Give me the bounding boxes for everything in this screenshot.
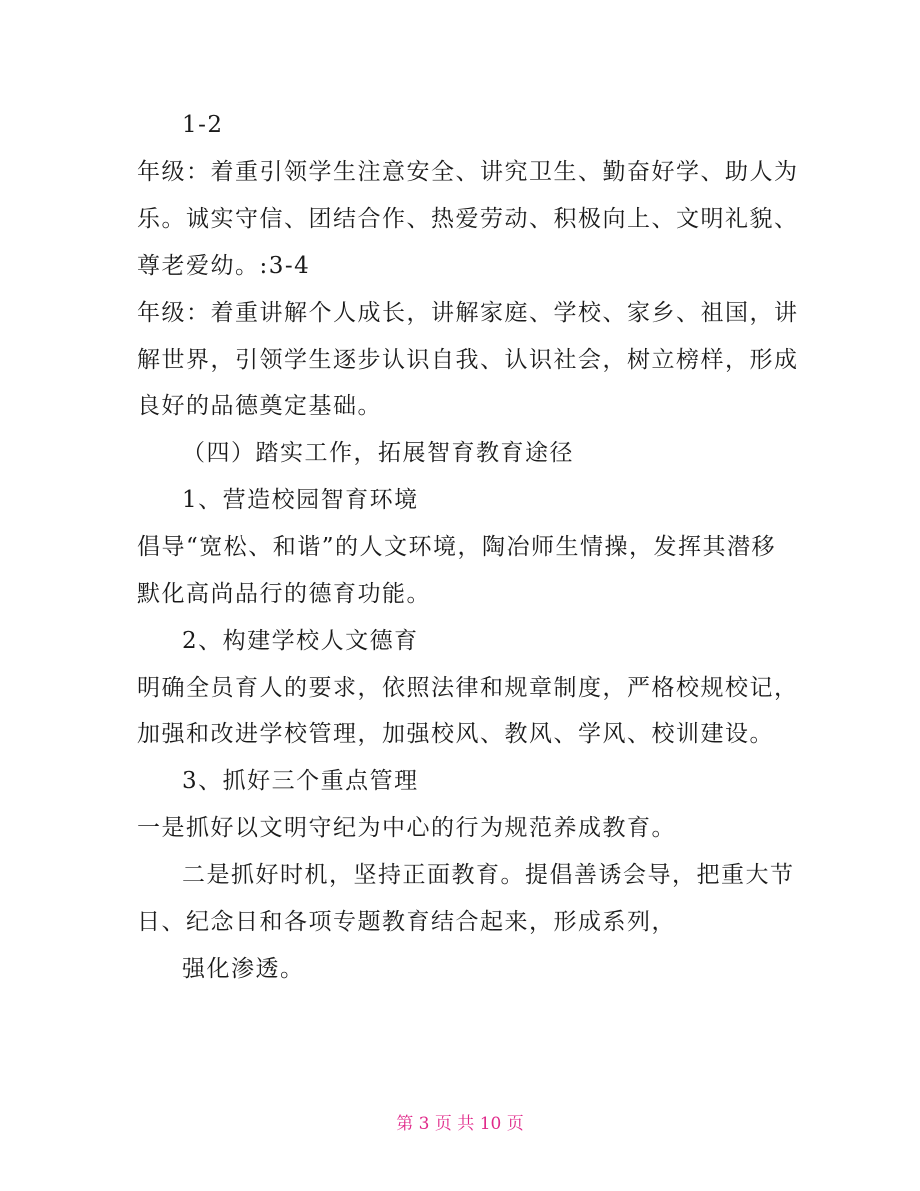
page-number-footer: 第 3 页 共 10 页 — [396, 1114, 524, 1134]
text-line: 年级：着重引领学生注意安全、讲究卫生、勤奋好学、助人为 — [137, 159, 799, 185]
text-line: 良好的品德奠定基础。 — [137, 393, 382, 419]
text-line: 乐。诚实守信、团结合作、热爱劳动、积极向上、文明礼貌、 — [137, 206, 799, 232]
subsection-heading: 1、营造校园智育环境 — [182, 487, 419, 513]
text-line: 1-2 — [182, 112, 224, 138]
subsection-heading: 2、构建学校人文德育 — [182, 628, 419, 654]
text-line: 年级：着重讲解个人成长，讲解家庭、学校、家乡、祖国，讲 — [137, 300, 799, 326]
section-heading: （四）踏实工作，拓展智育教育途径 — [182, 440, 574, 466]
text-line: 解世界，引领学生逐步认识自我、认识社会，树立榜样，形成 — [137, 347, 799, 373]
text-line: 默化高尚品行的德育功能。 — [137, 581, 431, 607]
text-line: 明确全员育人的要求，依照法律和规章制度，严格校规校记， — [137, 675, 799, 701]
text-line: 倡导“宽松、和谐”的人文环境，陶冶师生情操，发挥其潜移 — [137, 534, 777, 560]
text-line: 一是抓好以文明守纪为中心的行为规范养成教育。 — [137, 815, 676, 841]
text-line: 尊老爱幼。:3-4 — [137, 253, 311, 279]
text-line: 加强和改进学校管理，加强校风、教风、学风、校训建设。 — [137, 721, 774, 747]
text-line: 日、纪念日和各项专题教育结合起来，形成系列， — [137, 909, 676, 935]
text-line: 二是抓好时机，坚持正面教育。提倡善诱会导，把重大节 — [182, 862, 795, 888]
text-line: 强化渗透。 — [182, 956, 305, 982]
subsection-heading: 3、抓好三个重点管理 — [182, 768, 419, 794]
